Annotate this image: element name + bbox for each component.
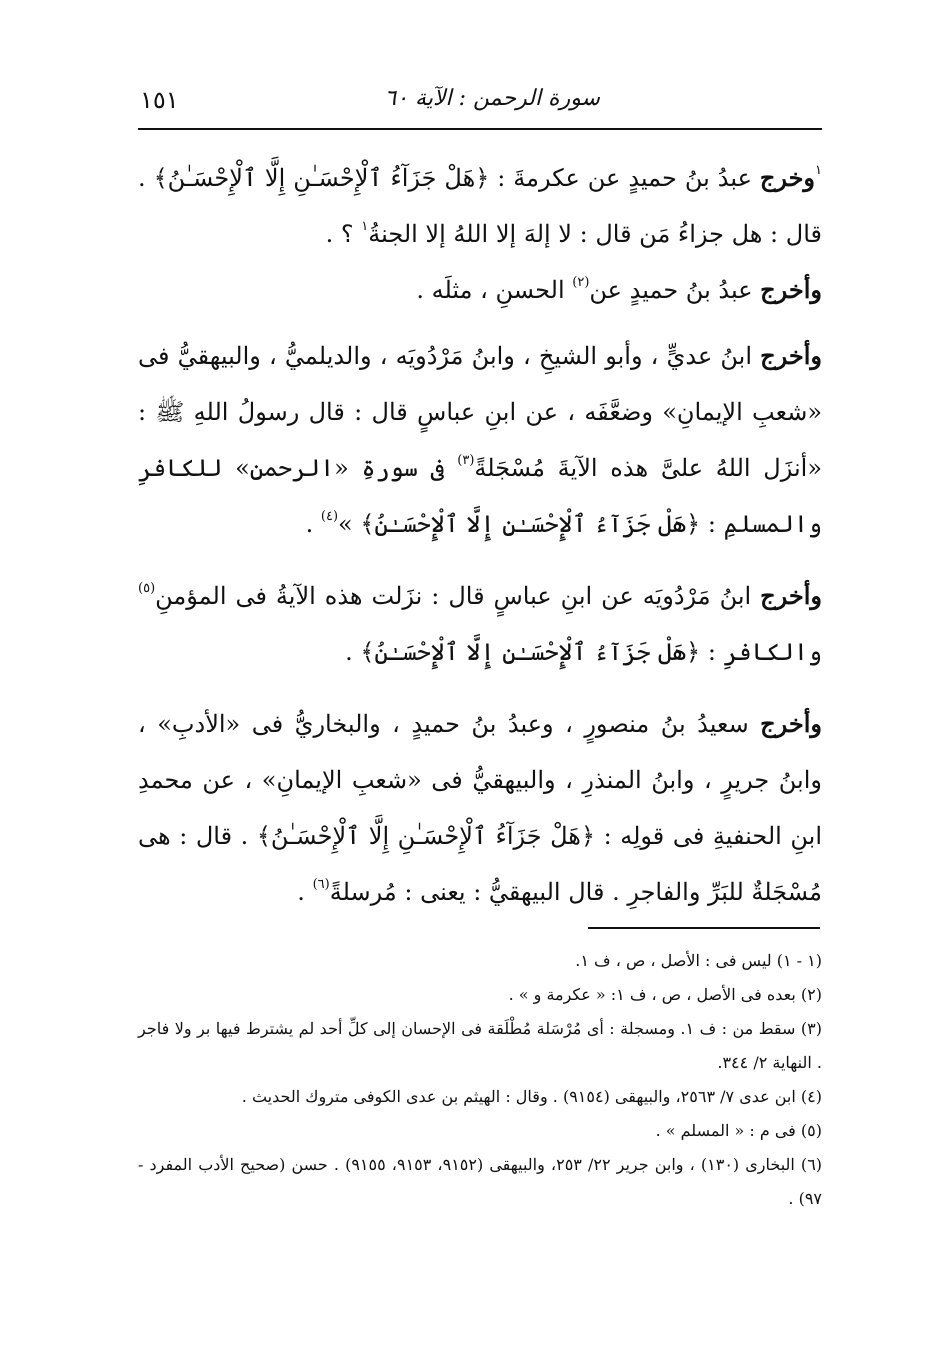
- running-header: [140, 86, 820, 122]
- footnote-marker-open: ١: [815, 163, 822, 178]
- quran-verse: ﴿هَلْ جَزَآءُ ٱلْإِحْسَـٰنِ إِلَّا ٱلْإِحْسَـٰنُ﴾: [256, 822, 596, 850]
- paragraph-text: عبدُ بنُ حميدٍ عن: [589, 276, 761, 304]
- paragraph-text: ابنُ عديٍّ ، وأبو الشيخِ ، وابنُ مَرْدُويَه ، والديلميُّ ، والبيهقيُّ فى «شعبِ الإيمانِ» وضعَّفَه ، عن ابنِ عباسٍ قال : قال رسولُ اللهِ ﷺ : «أنزَل اللهُ علىَّ هذه الآيةَ مُسْجَلةً: [138, 342, 823, 482]
- main-text: [138, 150, 822, 936]
- quran-verse: ﴿هَلْ جَزَآءُ ٱلْإِحْسَـٰنِ إِلَّا ٱلْإِحْسَـٰنُ﴾: [360, 638, 701, 666]
- paragraph-text: عبدُ بنُ حميدٍ عن عكرمةَ :: [489, 164, 760, 192]
- paragraph-lead: وأخرج: [760, 341, 822, 370]
- paragraph-3: [138, 328, 822, 552]
- paragraph-text: . قال : هى مُسْجَلةٌ للبَرِّ والفاجرِ . قال البيهقيُّ : يعنى : مُرسلةً: [138, 822, 822, 906]
- paragraph-lead: وأخرج: [760, 709, 822, 738]
- footnote-ref-3: (٣): [457, 453, 475, 468]
- paragraph-text: فى سورةِ «الرحمنِ» للكافرِ والمسلمِ :: [138, 454, 822, 538]
- paragraph-text: »: [338, 510, 361, 538]
- paragraph-text: سعيدُ بنُ منصورٍ ، وعبدُ بنُ حميدٍ ، والبخاريُّ فى «الأدبِ» ، وابنُ جريرٍ ، وابنُ المنذرِ ، والبيهقيُّ فى «شعبِ الإيمانِ» ، عن محمدِ ابنِ الحنفيةِ فى قولِه :: [138, 710, 823, 850]
- footnotes: [138, 944, 822, 1216]
- paragraph-lead: وأخرج: [760, 581, 822, 610]
- paragraph-1: [138, 150, 822, 262]
- footnote-ref-6: (٦): [312, 877, 330, 892]
- paragraph-text: والكافرِ :: [700, 638, 822, 666]
- paragraph-text: . قال : هل جزاءُ مَن قال : لا إلهَ إلا اللهُ إلا الجنةُ: [138, 164, 822, 248]
- paragraph-lead: وخرج: [759, 163, 816, 192]
- quran-verse: ﴿هَلْ جَزَآءُ ٱلْإِحْسَـٰنِ إِلَّا ٱلْإِحْسَـٰنُ﴾: [360, 510, 701, 538]
- footnote-3: (٣) سقط من : ف ١. ومسجلة : أى مُرْسَلة مُطْلَقة فى الإحسان إلى كلِّ أحد لم يشترط فيها بر ولا فاجر . النهاية ٢/ ٣٤٤.: [138, 1019, 822, 1072]
- page-number: ١٥١: [140, 86, 179, 114]
- header-rule: [138, 128, 822, 130]
- footnote-ref-2: (٢): [572, 275, 590, 290]
- paragraph-4: [138, 568, 822, 680]
- paragraph-text: .: [345, 638, 361, 666]
- footnote-4: (٤) ابن عدى ٧/ ٢٥٦٣، والبيهقى (٩١٥٤) . وقال : الهيثم بن عدى الكوفى متروك الحديث .: [241, 1087, 822, 1106]
- paragraph-text: .: [297, 878, 313, 906]
- header-title: سورة الرحمن : الآية ٦٠: [384, 86, 600, 111]
- paragraph-text: الحسنِ ، مثلَه .: [416, 276, 573, 304]
- footnote-marker-close: ١: [361, 219, 369, 234]
- footnote-2: (٢) بعده فى الأصل ، ص ، ف ١: « عكرمة و » .: [508, 985, 822, 1004]
- footnote-ref-4: (٤): [320, 509, 339, 524]
- footnote-ref-5: (٥): [138, 581, 156, 596]
- paragraph-text: ابنُ مَرْدُويَه عن ابنِ عباسٍ قال : نزَلت هذه الآيةُ فى المؤمنِ: [155, 582, 761, 610]
- footnote-5: (٥) فى م : « المسلم » .: [655, 1121, 822, 1140]
- footnote-rule: [588, 927, 820, 929]
- paragraph-text: .: [305, 510, 321, 538]
- paragraph-5: [138, 696, 822, 920]
- footnote-6: (٦) البخارى (١٣٠) ، وابن جرير ٢٢/ ٢٥٣، والبيهقى (٩١٥٢، ٩١٥٣، ٩١٥٥) . حسن (صحيح الأدب المفرد - ٩٧) .: [138, 1155, 823, 1208]
- paragraph-lead: وأخرج: [760, 275, 822, 304]
- paragraph-text: ؟ .: [325, 220, 362, 248]
- quran-verse: ﴿هَلْ جَزَآءُ ٱلْإِحْسَـٰنِ إِلَّا ٱلْإِحْسَـٰنُ﴾: [153, 164, 490, 192]
- footnote-1: (١ - ١) ليس فى : الأصل ، ص ، ف ١.: [575, 951, 822, 970]
- paragraph-2: [138, 262, 822, 318]
